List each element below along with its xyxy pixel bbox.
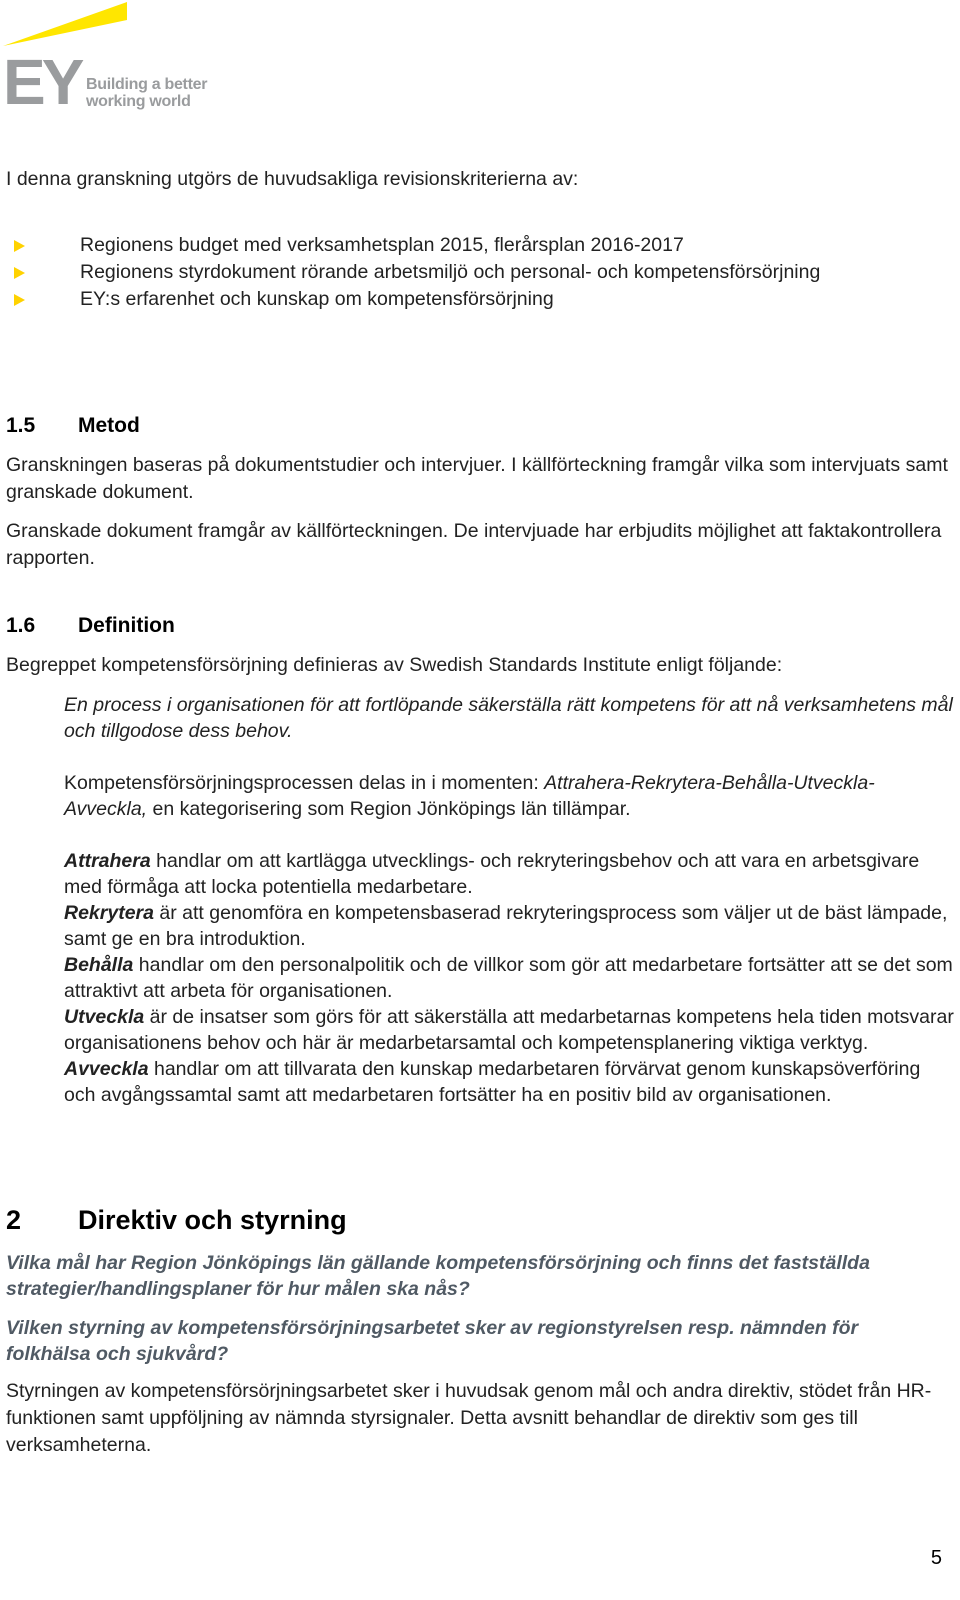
- metod-paragraph-2: Granskade dokument framgår av källförteckningen. De intervjuade har erbjudits möjlighet att faktakontrollera rapporten.: [6, 520, 942, 569]
- sis-definition-quote: En process i organisationen för att fortlöpande säkerställa rätt kompetens för att nå verksamhetens mål och tillgodose dess behov.: [64, 694, 953, 742]
- definition-item: Avveckla handlar om att tillvarata den kunskap medarbetaren förvärvat genom kunskapsöverföring och avgångssamtal samt att medarbetaren fortsätter ha en positiv bild av organisationen.: [64, 1058, 921, 1106]
- list-item: Regionens styrdokument rörande arbetsmiljö och personal- och kompetensförsörjning: [6, 259, 926, 286]
- bullet-triangle-icon: [14, 267, 25, 279]
- section-2-question-2: Vilken styrning av kompetensförsörjningsarbetet sker av regionstyrelsen resp. nämnden för folkhälsa och sjukvård?: [6, 1317, 859, 1365]
- process-paragraph: Kompetensförsörjningsprocessen delas in i momenten: Attrahera-Rekrytera-Behålla-Utveckla-Avveckla, en kategorisering som Region Jönköpings län tillämpar.: [64, 772, 875, 820]
- process-definitions: [64, 848, 956, 1108]
- list-item: Regionens budget med verksamhetsplan 2015, flerårsplan 2016-2017: [6, 232, 926, 259]
- section-2-paragraph: Styrningen av kompetensförsörjningsarbetet sker i huvudsak genom mål och andra direktiv, stödet från HR-funktionen samt uppföljning av nämnda styrsignaler. Detta avsnitt behandlar de direktiv som ges till verksamheterna.: [6, 1380, 932, 1456]
- intro-paragraph: I denna granskning utgörs de huvudsakliga revisionskriterierna av:: [6, 168, 579, 190]
- section-2-heading: 2 Direktiv och styrning: [6, 1205, 347, 1235]
- section-1-6-heading: 1.6 Definition: [6, 614, 175, 637]
- ey-logo-letters: EY: [3, 46, 81, 115]
- bullet-triangle-icon: [14, 294, 25, 306]
- definition-paragraph: Begreppet kompetensförsörjning definieras av Swedish Standards Institute enligt följande:: [6, 654, 783, 676]
- section-2-question-1: Vilka mål har Region Jönköpings län gällande kompetensförsörjning och finns det fastställda strategier/handlingsplaner för hur målen ska nås?: [6, 1252, 870, 1300]
- definition-item: Rekrytera är att genomföra en kompetensbaserad rekryteringsprocess som väljer ut de bäst lämpade, samt ge en bra introduktion.: [64, 902, 948, 950]
- list-item: EY:s erfarenhet och kunskap om kompetensförsörjning: [6, 286, 926, 313]
- criteria-list: [6, 232, 926, 313]
- ey-logo: [3, 0, 213, 115]
- ey-logo-beam: [3, 2, 127, 46]
- definition-item: Utveckla är de insatser som görs för att säkerställa att medarbetarnas kompetens hela tiden motsvarar organisationens behov och här är medarbetarsamtal och kompetensplanering viktiga verktyg.: [64, 1006, 954, 1054]
- metod-paragraph-1: Granskningen baseras på dokumentstudier och intervjuer. I källförteckning framgår vilka som intervjuats samt granskade dokument.: [6, 454, 948, 503]
- section-1-5-heading: 1.5 Metod: [6, 414, 140, 437]
- bullet-triangle-icon: [14, 240, 25, 252]
- definition-item: Attrahera handlar om att kartlägga utvecklings- och rekryteringsbehov och att vara en arbetsgivare med förmåga att locka potentiella medarbetare.: [64, 850, 920, 898]
- ey-logo-tagline: Building a better working world: [86, 76, 208, 110]
- definition-item: Behålla handlar om den personalpolitik och de villkor som gör att medarbetare fortsätter att se det som attraktivt att arbeta för organisationen.: [64, 954, 953, 1002]
- page-number: 5: [930, 1547, 942, 1569]
